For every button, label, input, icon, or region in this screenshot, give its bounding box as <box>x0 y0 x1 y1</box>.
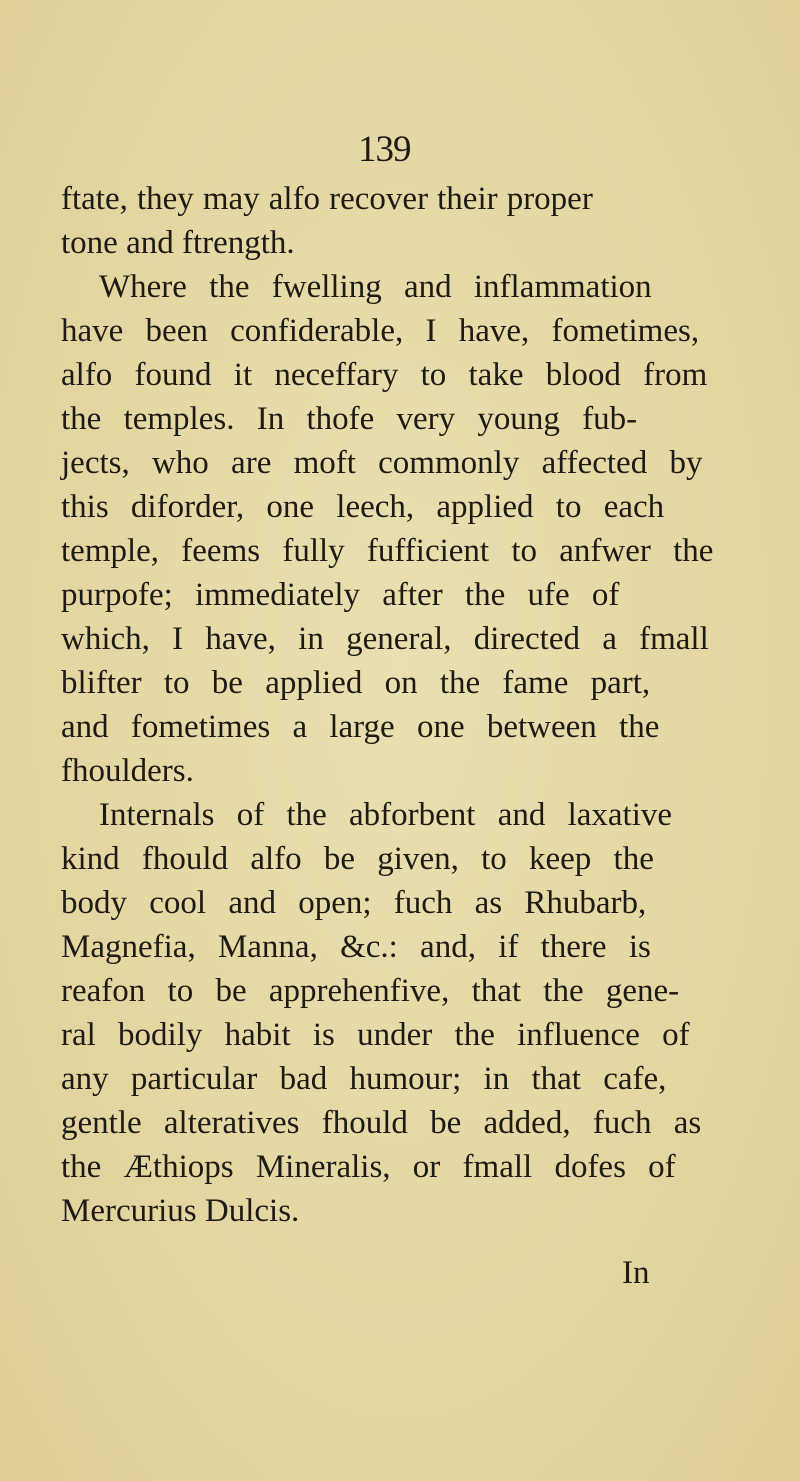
text-line-10: purpofe; immediately after the ufe of <box>61 577 620 613</box>
text-line-12: blifter to be applied on the fame part, <box>61 665 651 701</box>
text-line-24: Mercurius Dulcis. <box>61 1193 300 1229</box>
text-line-23: the Æthiops Mineralis, or fmall dofes of <box>61 1149 676 1185</box>
text-line-20: ral bodily habit is under the influence of <box>61 1017 690 1053</box>
text-line-18: Magnefia, Manna, &c.: and, if there is <box>61 929 651 965</box>
text-line-21: any particular bad humour; in that cafe, <box>61 1061 667 1097</box>
text-line-13: and fometimes a large one between the <box>61 709 660 745</box>
text-line-14: fhoulders. <box>61 753 194 789</box>
text-line-17: body cool and open; fuch as Rhubarb, <box>61 885 647 921</box>
text-line-1: ftate, they may alfo recover their proper <box>61 181 593 217</box>
page-number: 139 <box>358 129 411 170</box>
text-line-4: have been confiderable, I have, fometimes, <box>61 313 700 349</box>
text-line-3: Where the fwelling and inflammation <box>99 269 652 305</box>
text-line-16: kind fhould alfo be given, to keep the <box>61 841 654 877</box>
text-line-9: temple, feems fully fufficient to anfwer the <box>61 533 714 569</box>
text-line-6: the temples. In thofe very young fub- <box>61 401 638 437</box>
text-line-8: this diforder, one leech, applied to each <box>61 489 665 525</box>
text-line-2: tone and ftrength. <box>61 225 295 261</box>
text-line-5: alfo found it neceffary to take blood from <box>61 357 708 393</box>
text-line-7: jects, who are moft commonly affected by <box>61 445 703 481</box>
text-line-22: gentle alteratives fhould be added, fuch as <box>61 1105 702 1141</box>
text-line-11: which, I have, in general, directed a fmall <box>61 621 709 657</box>
catchword: In <box>622 1255 650 1291</box>
text-line-15: Internals of the abforbent and laxative <box>99 797 673 833</box>
text-line-19: reafon to be apprehenfive, that the gene- <box>61 973 680 1009</box>
